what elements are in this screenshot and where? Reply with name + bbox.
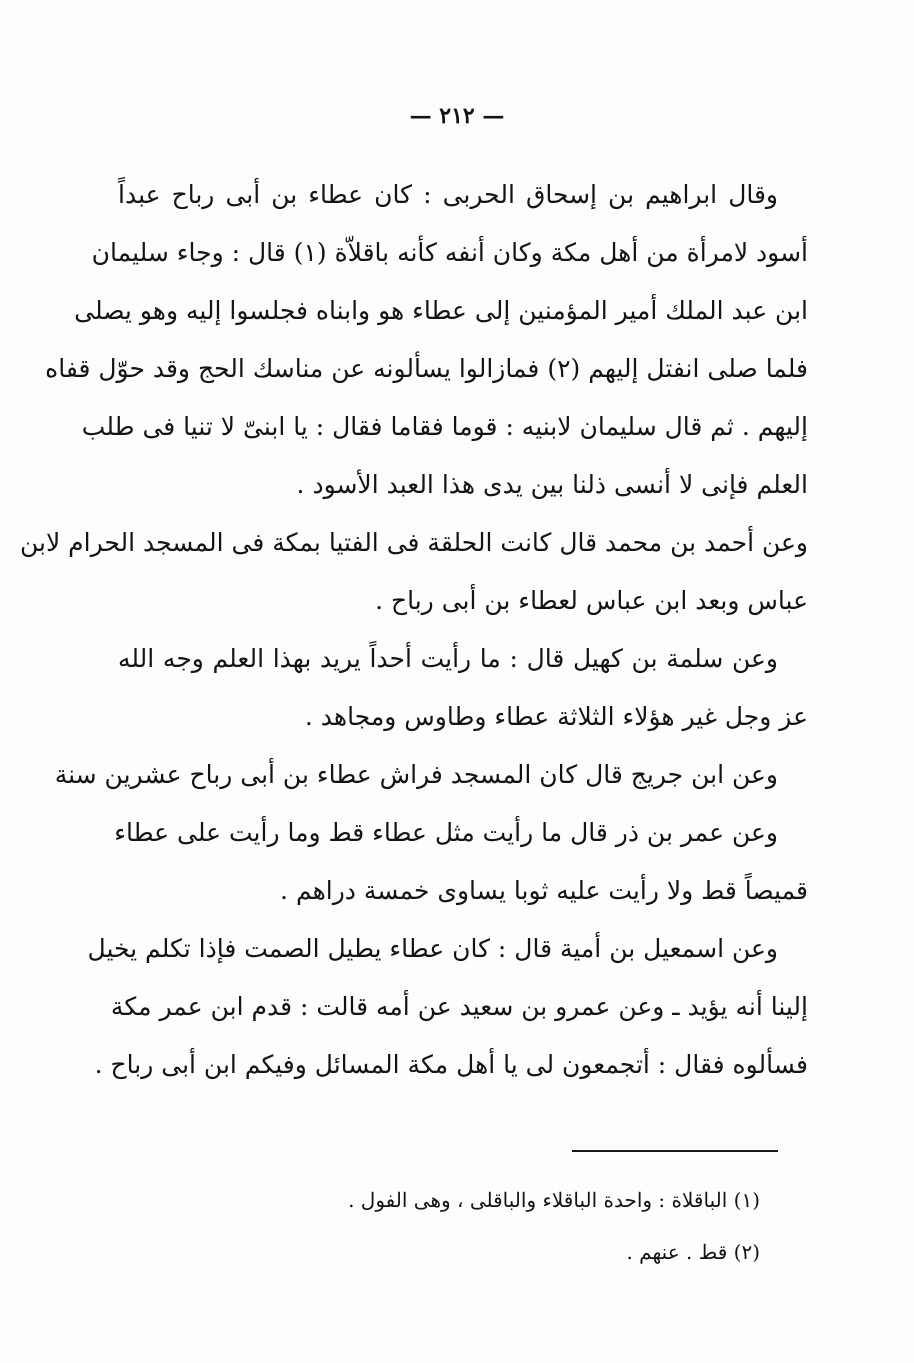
- text-line: أسود لامرأة من أهل مكة وكان أنفه كأنه باقلاّة (١) قال : وجاء سليمان: [91, 238, 808, 267]
- text-line: وقال ابراهيم بن إسحاق الحربى : كان عطاء بن أبى رباح عبداً: [118, 180, 778, 209]
- text-line: وعن عمر بن ذر قال ما رأيت مثل عطاء قط وما رأيت على عطاء: [114, 818, 778, 847]
- text-line: إلينا أنه يؤيد ـ وعن عمرو بن سعيد عن أمه قالت : قدم ابن عمر مكة: [110, 992, 808, 1021]
- body-text: [19, 166, 808, 1094]
- text-line: فسألوه فقال : أتجمعون لى يا أهل مكة المسائل وفيكم ابن أبى رباح .: [94, 1050, 808, 1079]
- footnote-divider: [572, 1150, 778, 1152]
- text-line: عز وجل غير هؤلاء الثلاثة عطاء وطاوس ومجاهد .: [304, 702, 808, 731]
- text-line: إليهم . ثم قال سليمان لابنيه : قوما فقاما فقال : يا ابنىّ لا تنيا فى طلب: [81, 412, 808, 441]
- text-line: قميصاً قط ولا رأيت عليه ثوبا يساوى خمسة دراهم .: [280, 876, 808, 905]
- text-line: عباس وبعد ابن عباس لعطاء بن أبى رباح .: [375, 586, 808, 615]
- text-line: وعن أحمد بن محمد قال كانت الحلقة فى الفتيا بمكة فى المسجد الحرام لابن: [19, 528, 808, 557]
- text-line: العلم فإنى لا أنسى ذلنا بين يدى هذا العبد الأسود .: [296, 470, 808, 499]
- text-line: وعن اسمعيل بن أمية قال : كان عطاء يطيل الصمت فإذا تكلم يخيل: [87, 934, 778, 963]
- text-line: ابن عبد الملك أمير المؤمنين إلى عطاء هو وابناه فجلسوا إليه وهو يصلى: [74, 296, 808, 325]
- text-line: وعن ابن جريج قال كان المسجد فراش عطاء بن أبى رباح عشرين سنة: [54, 760, 778, 789]
- footnotes: [200, 1178, 760, 1282]
- page-number: — ٢١٢ —: [409, 103, 505, 129]
- text-line: وعن سلمة بن كهيل قال : ما رأيت أحداً يريد بهذا العلم وجه الله: [118, 644, 778, 673]
- footnote: (٢) قط . عنهم .: [626, 1240, 760, 1264]
- footnote: (١) الباقلاة : واحدة الباقلاء والباقلى ، وهى الفول .: [348, 1188, 760, 1212]
- text-line: فلما صلى انفتل إليهم (٢) فمازالوا يسألونه عن مناسك الحج وقد حوّل قفاه: [45, 354, 808, 383]
